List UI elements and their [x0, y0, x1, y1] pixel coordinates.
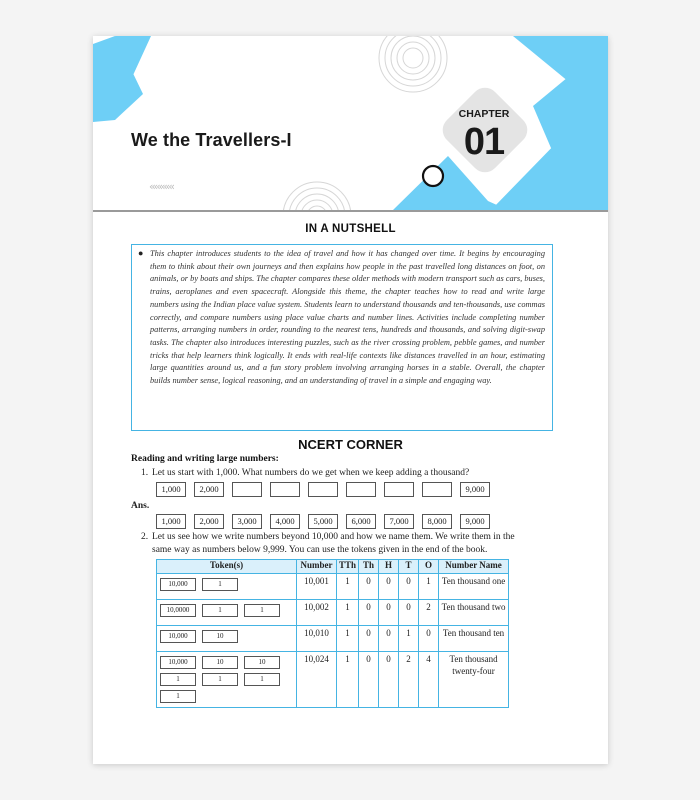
digit-cell-tth: 1: [337, 574, 359, 600]
token-box: 10: [202, 656, 238, 669]
token-box: 1: [244, 604, 280, 617]
token-box: 10,0000: [160, 604, 196, 617]
table-body: [157, 574, 509, 708]
number-box: 8,000: [422, 514, 452, 529]
header-o: O: [419, 560, 439, 574]
section-subheading: Reading and writing large numbers:: [131, 454, 279, 464]
deco-circles-bottom: [283, 182, 351, 211]
digit-cell-tth: 1: [337, 600, 359, 626]
number-box: 7,000: [384, 514, 414, 529]
number-box: [346, 482, 376, 497]
digit-cell-o: 4: [419, 652, 439, 708]
digit-cell-th: 0: [359, 652, 379, 708]
question-number: 2.: [141, 532, 149, 542]
deco-ring: [423, 166, 443, 186]
header-th: Th: [359, 560, 379, 574]
token-box: 10: [202, 630, 238, 643]
number-box: 1,000: [156, 514, 186, 529]
deco-circles-top: [379, 36, 447, 92]
tokens-cell: [157, 652, 297, 708]
token-box: 1: [244, 673, 280, 686]
question-1-boxes: [156, 482, 490, 497]
number-name-cell: Ten thousand twenty-four: [439, 652, 509, 708]
digit-cell-h: 0: [379, 574, 399, 600]
token-line: [160, 578, 293, 591]
token-box: 1: [160, 673, 196, 686]
header-tokens: Token(s): [157, 560, 297, 574]
chapter-header: [93, 36, 608, 211]
token-box: 1: [202, 604, 238, 617]
token-table: [156, 559, 509, 708]
digit-cell-th: 0: [359, 600, 379, 626]
bullet-icon: ●: [138, 248, 144, 258]
number-box: [422, 482, 452, 497]
number-box: 1,000: [156, 482, 186, 497]
nutshell-heading: IN A NUTSHELL: [305, 223, 396, 235]
answer-boxes: [156, 514, 490, 529]
digit-cell-tth: 1: [337, 652, 359, 708]
answer-label: Ans.: [131, 501, 150, 511]
question-text: Let us start with 1,000. What numbers do we get when we keep adding a thousand?: [152, 468, 470, 478]
token-line: [160, 630, 293, 643]
number-cell: 10,002: [297, 600, 337, 626]
token-box: 10: [244, 656, 280, 669]
question-2: [141, 531, 561, 557]
chapter-number: 01: [463, 121, 505, 163]
digit-cell-h: 0: [379, 626, 399, 652]
token-line: [160, 673, 293, 686]
chapter-label: CHAPTER: [458, 108, 510, 120]
ncert-heading: NCERT CORNER: [298, 437, 403, 452]
table-row: [157, 626, 509, 652]
number-box: 9,000: [460, 482, 490, 497]
number-box: 3,000: [232, 514, 262, 529]
question-number: 1.: [141, 468, 149, 478]
digit-cell-th: 0: [359, 574, 379, 600]
digit-cell-t: 2: [399, 652, 419, 708]
number-box: 4,000: [270, 514, 300, 529]
number-box: 6,000: [346, 514, 376, 529]
number-box: [384, 482, 414, 497]
nutshell-text: This chapter introduces students to the idea of travel and how it has changed over time. It begins by encouraging them to think about their own journeys and then explains how people in the past travelled long distances on foot, on animals, or by boats and ships. The chapter compares these older methods with modern transport such as cars, buses, trains, aeroplanes and even spacecraft. Alongside this theme, the chapter teaches how to read and write large numbers using the Indian place value system. Students learn to understand thousands and ten-thousands, use commas correctly, and compare numbers using place value charts and number lines. Activities include completing number patterns, arranging numbers in order, rounding to the nearest tens, hundreds and thousands, and solving digit-swap tasks. The chapter also introduces interesting puzzles, such as the river crossing problem, pebble games, and number tricks that help learners think logically. It ends with real-life contexts like distances travelled in an hour, estimating large quantities around us, and a fun story problem involving arranging horses in a stable. Overall, the chapter builds number sense, logical reasoning, and an understanding of travel in a simple and engaging way.: [150, 249, 545, 386]
tokens-cell: [157, 626, 297, 652]
token-box: 10,000: [160, 578, 196, 591]
digit-cell-tth: 1: [337, 626, 359, 652]
digit-cell-th: 0: [359, 626, 379, 652]
header-decoration: [93, 36, 608, 211]
header-h: H: [379, 560, 399, 574]
digit-cell-t: 0: [399, 600, 419, 626]
tokens-cell: [157, 574, 297, 600]
token-line: [160, 604, 293, 617]
table-row: [157, 600, 509, 626]
digit-cell-o: 1: [419, 574, 439, 600]
token-box: 10,000: [160, 656, 196, 669]
digit-cell-o: 0: [419, 626, 439, 652]
number-box: [232, 482, 262, 497]
number-box: [308, 482, 338, 497]
digit-cell-t: 0: [399, 574, 419, 600]
nutshell-box: [131, 244, 553, 431]
header-number: Number: [297, 560, 337, 574]
number-cell: 10,010: [297, 626, 337, 652]
digit-cell-o: 2: [419, 600, 439, 626]
number-name-cell: Ten thousand one: [439, 574, 509, 600]
token-box: 10,000: [160, 630, 196, 643]
table-row: [157, 652, 509, 708]
question-text-line-2: same way as numbers below 9,999. You can use the tokens given in the end of the book.: [152, 545, 488, 555]
tokens-cell: [157, 600, 297, 626]
question-1: [141, 468, 469, 478]
number-box: 2,000: [194, 482, 224, 497]
token-line: [160, 656, 293, 669]
number-name-cell: Ten thousand ten: [439, 626, 509, 652]
digit-cell-h: 0: [379, 600, 399, 626]
token-line: [160, 690, 293, 703]
header-t: T: [399, 560, 419, 574]
number-box: 2,000: [194, 514, 224, 529]
number-cell: 10,001: [297, 574, 337, 600]
token-box: 1: [202, 578, 238, 591]
number-box: 9,000: [460, 514, 490, 529]
table-header-row: [157, 560, 509, 574]
chapter-title: We the Travellers-I: [131, 130, 292, 150]
deco-chevrons: ‹‹‹‹‹‹‹‹‹‹: [149, 180, 173, 193]
header-number-name: Number Name: [439, 560, 509, 574]
header-tth: TTh: [337, 560, 359, 574]
question-text-line-1: Let us see how we write numbers beyond 10,000 and how we name them. We write them in the: [152, 532, 515, 542]
token-box: 1: [202, 673, 238, 686]
header-divider: [93, 210, 608, 212]
number-box: [270, 482, 300, 497]
number-cell: 10,024: [297, 652, 337, 708]
digit-cell-t: 1: [399, 626, 419, 652]
table-row: [157, 574, 509, 600]
number-box: 5,000: [308, 514, 338, 529]
token-box: 1: [160, 690, 196, 703]
number-name-cell: Ten thousand two: [439, 600, 509, 626]
digit-cell-h: 0: [379, 652, 399, 708]
book-page: [93, 36, 608, 764]
